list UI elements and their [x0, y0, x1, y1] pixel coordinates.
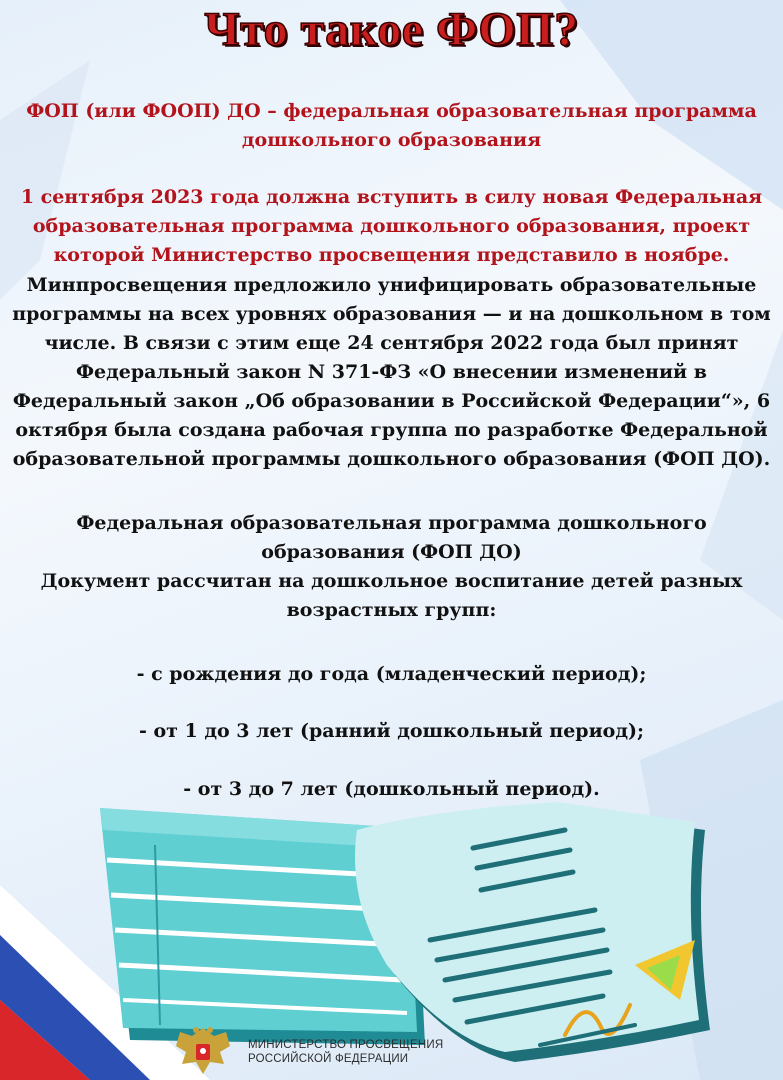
body-line: Минпросвещения предложило унифицировать образовательные [26, 274, 757, 296]
body-line: октября была создана рабочая группа по разработке Федеральной [15, 419, 768, 441]
body-paragraph [6, 271, 777, 474]
ministry-name-line: МИНИСТЕРСТВО ПРОСВЕЩЕНИЯ [248, 1039, 444, 1051]
ministry-name-line: РОССИЙСКОЙ ФЕДЕРАЦИИ [248, 1053, 409, 1065]
program-line: образования (ФОП ДО) [261, 541, 522, 563]
definition-line: ФОП (или ФООП) ДО – федеральная образовательная программа [26, 100, 757, 122]
ministry-footer [170, 1018, 590, 1078]
program-paragraph [6, 509, 777, 625]
page-title: Что такое ФОП? [204, 3, 579, 56]
age-group-item: - с рождения до года (младенческий период); [136, 663, 647, 685]
program-line: возрастных групп: [286, 599, 497, 621]
announcement-paragraph [6, 183, 777, 270]
body-line: Федеральный закон N 371-ФЗ «О внесении изменений в [76, 361, 707, 383]
body-line: числе. В связи с этим еще 24 сентября 2022 года был принят [44, 332, 739, 354]
announcement-line: которой Министерство просвещения представило в ноябре. [53, 244, 730, 266]
coat-of-arms-icon [170, 1022, 236, 1078]
body-line: образовательной программы дошкольного образования (ФОП ДО). [12, 448, 771, 470]
program-line: Документ рассчитан на дошкольное воспитание детей разных [40, 570, 743, 592]
definition-line: дошкольного образования [241, 129, 542, 151]
announcement-line: образовательная программа дошкольного образования, проект [32, 215, 751, 237]
announcement-line: 1 сентября 2023 года должна вступить в силу новая Федеральная [20, 186, 763, 208]
body-line: программы на всех уровнях образования — и на дошкольном в том [12, 303, 771, 325]
age-group-item: - от 1 до 3 лет (ранний дошкольный период); [138, 720, 645, 742]
body-line: Федеральный закон „Об образовании в Российской Федерации“», 6 [12, 390, 771, 412]
ministry-name [248, 1038, 443, 1066]
program-line: Федеральная образовательная программа дошкольного [76, 512, 707, 534]
age-group-item: - от 3 до 7 лет (дошкольный период). [183, 778, 600, 800]
definition-paragraph [6, 97, 777, 155]
